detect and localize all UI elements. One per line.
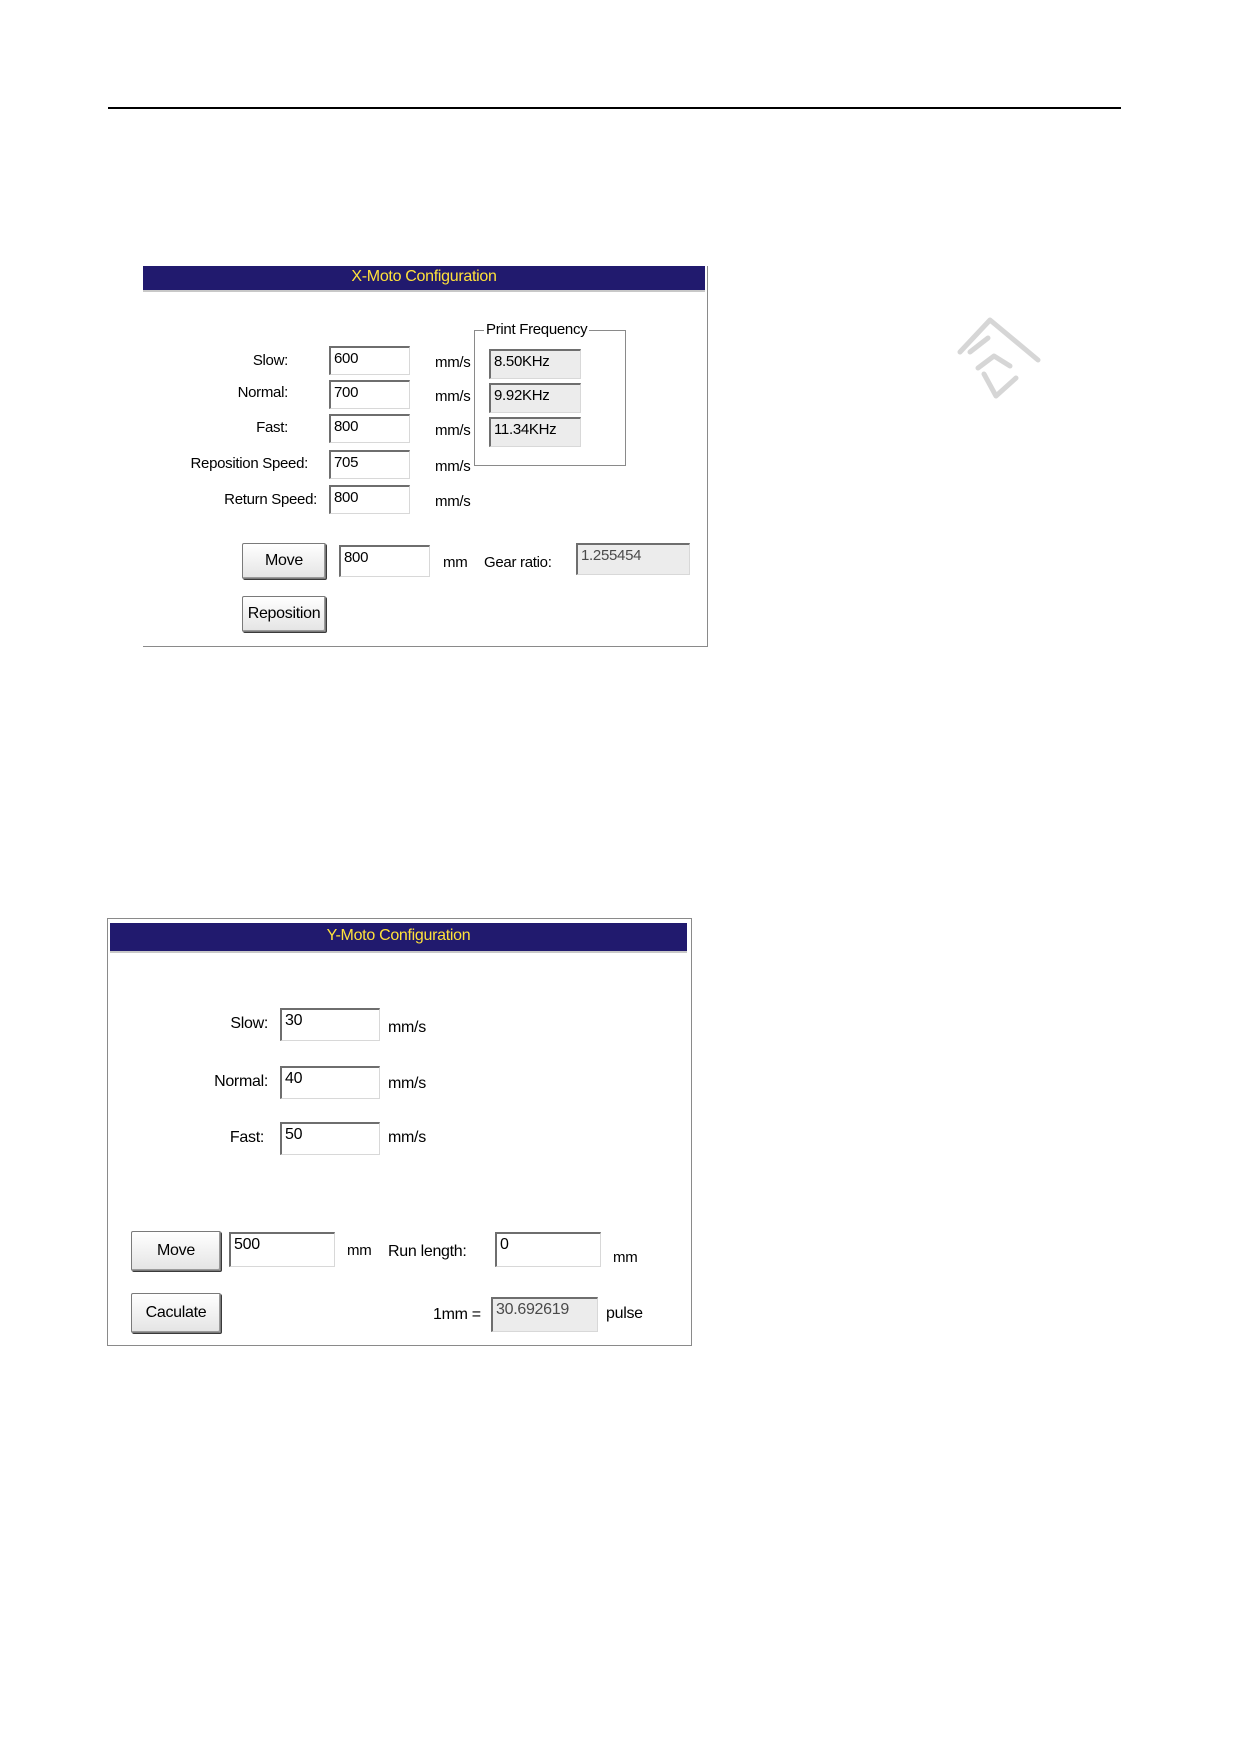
pulse-unit: pulse [606, 1305, 643, 1322]
run-length-unit: mm [613, 1249, 638, 1266]
x-return-speed-input[interactable]: 800 [329, 485, 410, 514]
y-normal-unit: mm/s [388, 1075, 426, 1092]
y-moto-title: Y-Moto Configuration [110, 923, 687, 953]
x-move-distance-input[interactable]: 800 [339, 545, 430, 577]
print-frequency-label: Print Frequency [486, 321, 588, 338]
gear-ratio-field: 1.255454 [576, 543, 690, 575]
run-length-label: Run length: [388, 1243, 467, 1260]
x-normal-input[interactable]: 700 [329, 380, 410, 409]
y-fast-unit: mm/s [388, 1129, 426, 1146]
x-move-button[interactable]: Move [242, 543, 326, 579]
y-slow-input[interactable]: 30 [280, 1008, 380, 1041]
y-slow-label: Slow: [230, 1015, 268, 1032]
y-move-distance-input[interactable]: 500 [229, 1232, 335, 1267]
y-move-unit: mm [347, 1242, 372, 1259]
x-return-unit: mm/s [435, 493, 471, 510]
x-normal-unit: mm/s [435, 388, 471, 405]
y-normal-input[interactable]: 40 [280, 1066, 380, 1099]
freq-slow-readout: 8.50KHz [489, 349, 581, 379]
x-fast-input[interactable]: 800 [329, 414, 410, 443]
pulse-per-mm-field: 30.692619 [491, 1297, 598, 1332]
x-return-speed-label: Return Speed: [224, 491, 317, 508]
gear-ratio-label: Gear ratio: [484, 554, 552, 571]
freq-normal-readout: 9.92KHz [489, 383, 581, 413]
calculate-button[interactable]: Caculate [131, 1293, 221, 1333]
run-length-input[interactable]: 0 [495, 1232, 601, 1267]
x-moto-title: X-Moto Configuration [143, 266, 705, 292]
x-moto-panel [143, 266, 708, 647]
x-normal-label: Normal: [237, 384, 288, 401]
y-move-button[interactable]: Move [131, 1231, 221, 1271]
y-fast-input[interactable]: 50 [280, 1122, 380, 1155]
pulse-per-mm-label: 1mm = [433, 1306, 481, 1323]
x-slow-unit: mm/s [435, 354, 471, 371]
x-fast-label: Fast: [256, 419, 288, 436]
freq-fast-readout: 11.34KHz [489, 417, 581, 447]
x-move-unit: mm [443, 554, 468, 571]
x-fast-unit: mm/s [435, 422, 471, 439]
watermark-logo-icon [950, 312, 1050, 402]
x-slow-label: Slow: [252, 352, 288, 369]
y-moto-panel [107, 918, 692, 1346]
x-slow-input[interactable]: 600 [329, 346, 410, 375]
reposition-button[interactable]: Reposition [242, 596, 326, 632]
x-reposition-speed-label: Reposition Speed: [190, 455, 308, 472]
x-reposition-speed-input[interactable]: 705 [329, 450, 410, 479]
y-fast-label: Fast: [229, 1129, 264, 1146]
y-normal-label: Normal: [214, 1073, 268, 1090]
header-rule [108, 107, 1121, 109]
y-slow-unit: mm/s [388, 1019, 426, 1036]
x-reposition-unit: mm/s [435, 458, 471, 475]
